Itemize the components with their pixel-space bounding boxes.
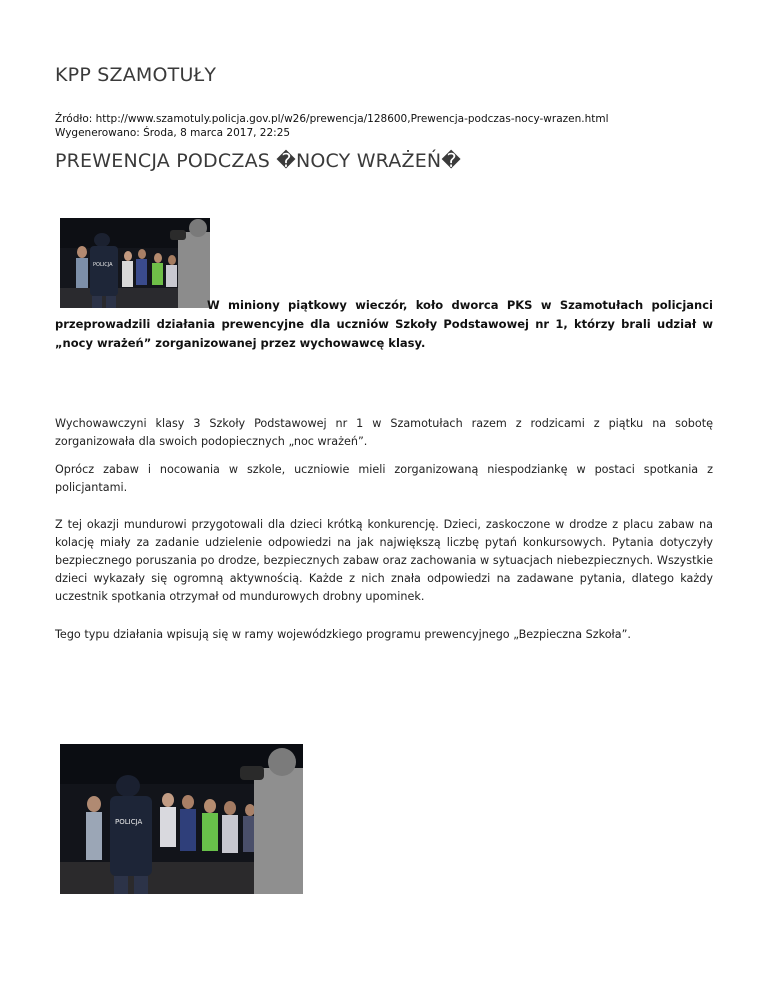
article-paragraph: Tego typu działania wpisują się w ramy wojewódzkiego programu prewencyjnego „Bezpieczna Szkoła”.: [55, 628, 631, 641]
police-jacket-label: POLICJA: [93, 262, 113, 268]
article-lead: W miniony piątkowy wieczór, koło dworca PKS w Szamotułach policjanci przeprowadzili działania prewencyjne dla uczniów Szkoły Podstawowej nr 1, którzy brali udział w „nocy wrażeń” zorganizowanej przez wychowawcę klasy.: [55, 298, 713, 350]
police-jacket-label: POLICJA: [115, 818, 143, 826]
document-meta: [55, 112, 609, 140]
site-title: KPP SZAMOTUŁY: [55, 64, 217, 86]
generated-date-line: Wygenerowano: Środa, 8 marca 2017, 22:25: [55, 127, 291, 139]
article-paragraph: Oprócz zabaw i nocowania w szkole, uczniowie mieli zorganizowaną niespodziankę w postaci spotkania z policjantami.: [55, 463, 713, 494]
article-paragraph: Wychowawczyni klasy 3 Szkoły Podstawowej nr 1 w Szamotułach razem z rodzicami z piątku na sobotę zorganizowała dla swoich podopiecznych „noc wrażeń”.: [55, 417, 713, 448]
article-title: PREWENCJA PODCZAS �NOCY WRAŻEŃ�: [55, 150, 462, 172]
article-paragraph: Z tej okazji mundurowi przygotowali dla dzieci krótką konkurencję. Dzieci, zaskoczone w drodze z placu zabaw na kolację miały za zadanie udzielenie odpowiedzi na jak największą liczbę pytań konkursowych. Pytania dotyczyły bezpiecznego poruszania po drodze, bezpiecznych zabaw oraz zachowania w sytuacjach niebezpiecznych. Wszystkie dzieci wykazały się ogromną aktywnością. Każde z nich znała odpowiedzi na zadawane pytania, dlatego każdy uczestnik spotkania otrzymał od mundurowych drobny upominek.: [55, 518, 713, 603]
article-photo-2: [60, 744, 303, 894]
source-url-line: Źródło: http://www.szamotuly.policja.gov.pl/w26/prewencja/128600,Prewencja-podczas-nocy-wrazen.html: [55, 113, 609, 125]
article-photo-1: [60, 218, 210, 308]
